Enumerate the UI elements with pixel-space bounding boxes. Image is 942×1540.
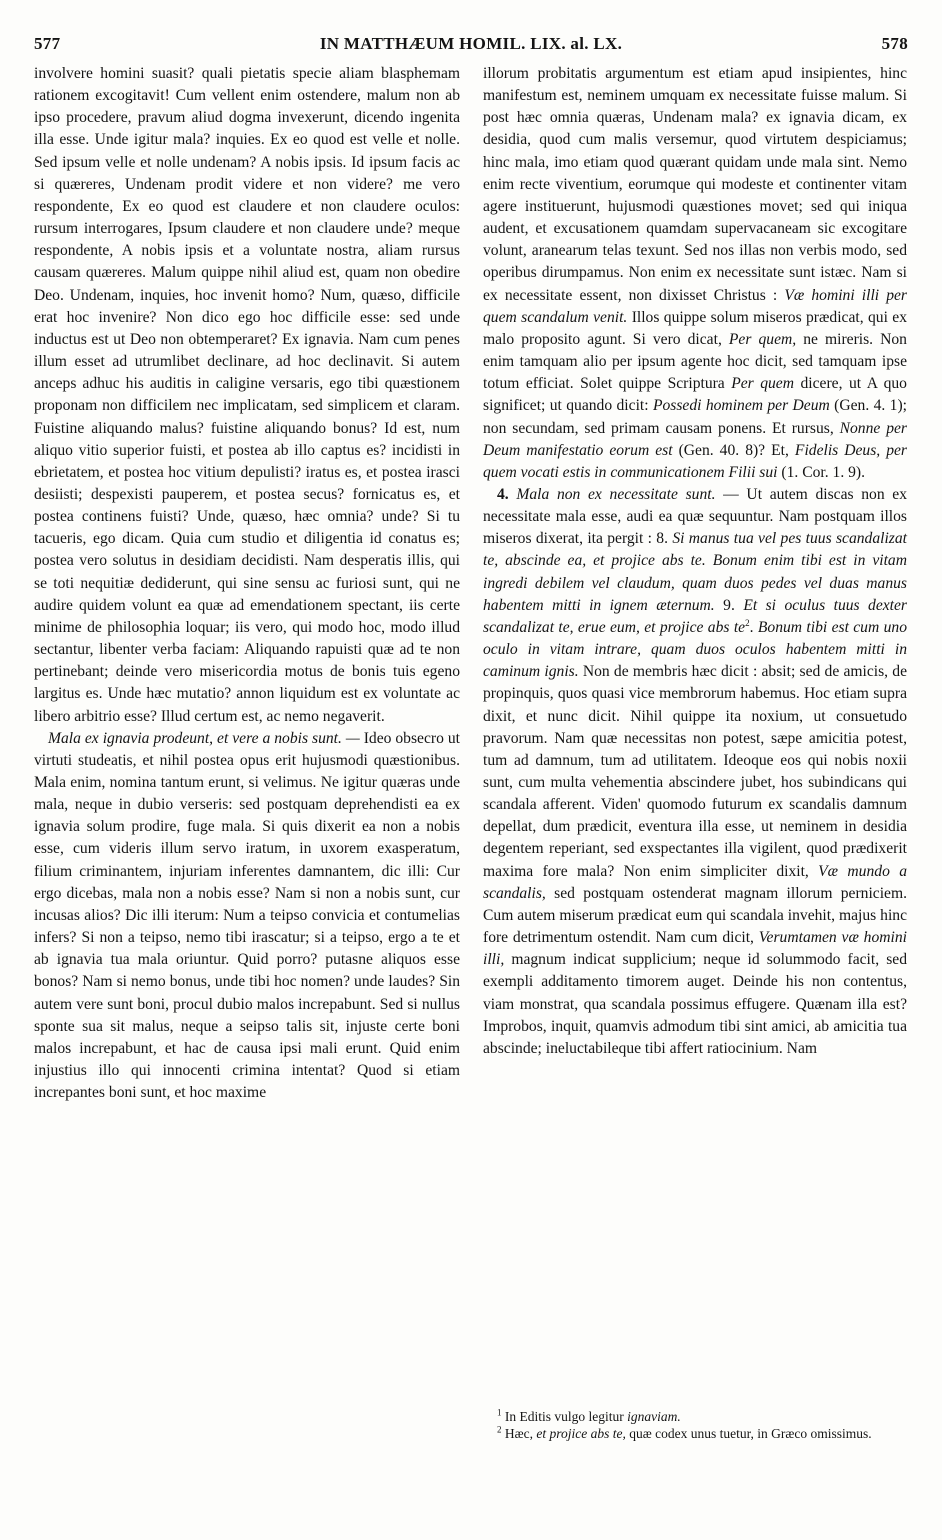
footnote bbox=[483, 1408, 907, 1425]
text-run: (Gen. 40. 8)? Et, bbox=[678, 441, 789, 459]
footnote bbox=[483, 1425, 907, 1442]
text-run: illorum probitatis argumentum est etiam apud insipientes, hinc manifestum est, neminem umquam ex necessitate fuisse malum. Si post hæc omnia quæras, Undenam mala? ex ignavia dicam, ex desidia, quod cum malis versemur, quod virtutem despiciamus; hinc mala, imo etiam quod quærant quidam unde mala sint. Nemo enim recte viventium, eorumque qui modeste et continenter vitam agere instituerunt, hujusmodi quæstiones movet; sed qui iniqua audent, et excusationem quamdam supervacaneam sic excogitare volunt, aranearum telas texunt. Sed nos illas non verbis modo, sed operibus dirumpamus. Non enim ex necessitate sunt istæc. Nam si ex necessitate essent, non dixisset Christus : bbox=[483, 65, 907, 304]
scripture-quote: Per quem, bbox=[728, 330, 797, 348]
page-number-right: 578 bbox=[881, 34, 908, 53]
footnote-mark: 2 bbox=[497, 1424, 502, 1435]
scripture-quote: Et si oculus tuus dexter scandalizat te, erue eum, et projice abs te bbox=[483, 596, 908, 636]
footnote-ref[interactable]: 2 bbox=[745, 617, 750, 628]
left-column bbox=[34, 63, 460, 1104]
text-run: (1. Cor. 1. 9). bbox=[781, 463, 866, 481]
text-run: Non de membris hæc dicit : absit; sed de amicis, de propinquis, quos quasi vice membrorum habemus. Hoc etiam supra dixit, et nunc dicit. Nihil quippe ita noxium, ut consuetudo pravorum. Nam quæ necessitas non potest, sæpe amicitia potest, tum ad damnum, tum ad utilitatem. Ideoque eos qui nobis noxii sunt, cum multa vehementia abscindere jubet, hos subindicans qui scandala afferent. Viden' quomodo futurum ex scandalis damnum depellat, dum prædicit, eventura illa esse, ut neminem in desidia degentem reperiant, sed exspectantes illa vigilent, quod prædixerit maxima fore mala? Non enim simpliciter dixit, bbox=[483, 663, 908, 880]
paragraph: involvere homini suasit? quali pietatis specie aliam blasphemam rationem excogitavit! Cum vellent enim ostendere, malum non ab ipso procedere, pravum aliud dogma invexerunt, dicendo ingenita illa esse. Unde igitur mala? inquies. Ex eo quod est velle et nolle. Sed ipsum velle et nolle undenam? A nobis ipsis. Id ipsum facis ac si quæreres, Undenam prodit videre et non videre? me vero respondente, Ex eo quod est claudere et non claudere oculos: rursum interrogares, Ipsum claudere et non claudere unde? meque respondente, A nobis ipsis et a voluntate nostra, aliam rursus causam quæreres. Malum quippe nihil aliud est, quam non obedire Deo. Undenam, inquies, hoc invenit homo? Num, quæso, difficile erat hoc invenire? Non dico ego hoc difficile esse: sed unde inductus est ut Deo non obtemperaret? Ex ignavia. Nam cum penes illum esset ad utrumlibet declinare, ad hoc declinavit. Si autem anceps adhuc his auditis in caligine versaris, ego tibi quæstionem proponam non difficilem nec implicatam, sed simplicem et claram. Fuistine aliquando malus? fuistine aliquando bonus? Id est, num aliquo vitio superior fuisti, et postea ab illo captus es? incidisti in ebrietatem, et postea hoc vitium depulisti? iratus es, et postea irasci desiisti; despexisti pauperem, et postea secus? fornicatus es, et postea continens fuisti? Unde, quæso, hæc omnia? unde? Si tu tacueris, ego dicam. Quia cum studio et diligentia id conatus es; postea vero solutus in desidiam decidisti. Nam desperatis illis, qui se toti nequitiæ dediderunt, qui sine sensu ac furiosi sunt, qui ne audire quidem volunt ea quæ ad emendationem spectant, iis certe minime de philosophia loquar; iis vero, qui modo hoc, modo illud sectantur, libenter verba faciam: Aliquando rapuisti quæ ad te non pertinebant; deinde vero misericordia motus de bonis tuis egeno largitus es. Unde hæc mutatio? annon liquidum est ex voluntate ac libero arbitrio esse? Illud certum est, ac nemo negaverit. bbox=[34, 65, 460, 725]
footnote-text: In Editis vulgo legitur bbox=[504, 1409, 624, 1424]
paragraph bbox=[34, 728, 460, 1105]
footnote-text: Hæc, bbox=[504, 1426, 533, 1441]
scripture-quote: Nonne per Deum manifestatio eorum est bbox=[483, 419, 907, 459]
paragraph bbox=[483, 63, 907, 484]
section-number: 4. bbox=[497, 485, 509, 503]
text-run: Illos quippe solum miseros prædicat, qui ex malo proposito agunt. Si vero dicat, bbox=[483, 308, 908, 348]
scripture-quote: Væ homini illi per quem scandalum venit. bbox=[483, 286, 908, 326]
footnote-text: quæ codex unus tuetur, in Græco omissimus. bbox=[629, 1426, 872, 1441]
text-run: (Gen. 4. 1); non secundam, sed primam causam ponens. Et rursus, bbox=[483, 397, 907, 437]
text-run: . bbox=[749, 618, 754, 636]
text-run: sed postquam ostenderat magnam illorum perniciem. Cum autem miserum prædicat eum qui scandala invehit, majus hinc fore detrimentum ostendit. Nam cum dicit, bbox=[483, 884, 907, 947]
footnote-emphasis: et projice abs te, bbox=[536, 1426, 626, 1441]
footnote-emphasis: ignaviam. bbox=[627, 1409, 681, 1424]
scripture-quote: Fidelis Deus, per quem vocati estis in communicationem Filii sui bbox=[483, 441, 907, 481]
paragraph bbox=[483, 484, 907, 1060]
scripture-quote: Verumtamen væ homini illi, bbox=[483, 929, 907, 969]
right-column bbox=[483, 63, 907, 1060]
paragraph-text: Ideo obsecro ut virtuti studeatis, et nihil postea opus erit hujusmodi quæstionibus. Mala enim, nomina tantum erunt, si velimus. Ne igitur quæras unde mala, neque in dubio verseris: sed postquam deprehendisti ea ex ignavia solum prodire, fuge mala. Si quis dixerit ea non a nobis esse, cum videris illum servo iratum, in uxorem exasperatum, filium criminantem, injuriam inferentes damnantem, dic illi: Cur ergo dicebas, mala non a nobis esse? Nam si non a nobis sunt, cur incusas alios? Dic illi iterum: Num a teipso convicia et contumelias infers? Si non a teipso, nemo tibi irascatur; si a teipso, ergo a te et ab ignavia tua mala oriuntur. Quid porro? putasne aliquos esse bonos? Nam si nemo bonus, unde tibi hoc nomen? unde laudes? Sin autem vere sunt boni, procul dubio malos increpabunt. Sed si nullus sponte sua sit malus, neque a seipso talis sit, injuste certe boni malos increpabunt, et hac de causa ipsi mali erunt. Quid enim injustius illo qui innocenti crimina intentat? Quod si etiam increpantes boni sunt, et hoc maxime bbox=[34, 729, 460, 1102]
section-lead: Mala ex ignavia prodeunt, et vere a nobis sunt. — bbox=[48, 729, 360, 747]
scripture-quote: Per quem bbox=[731, 375, 794, 393]
page-number-left: 577 bbox=[34, 34, 61, 53]
scripture-quote: Possedi hominem per Deum bbox=[652, 397, 830, 415]
text-run: magnum indicat supplicium; neque id solummodo facit, sed exempli additamento timorem auget. Deinde his non contentus, viam monstrat, qua scandala possimus effugere. Quænam illa est? Improbos, inquit, quamvis admodum tibi sint amici, ab amicitia tua abscinde; ineluctabileque tibi affert ratiocinium. Nam bbox=[483, 951, 907, 1057]
scripture-quote: Si manus tua vel pes tuus scandalizat te, abscinde ea, et projice abs te. Bonum enim tibi est in vitam ingredi debilem vel claudum, quam duos pedes vel duas manus habentem mitti in ignem æternum. bbox=[483, 530, 907, 614]
text-run: dicere, ut A quo significet; ut quando dicit: bbox=[483, 375, 907, 415]
text-run: — Ut autem discas non ex necessitate mala esse, audi ea quæ sequuntur. Nam postquam illos miseros dixerat, ita pergit : 8. bbox=[483, 485, 907, 548]
footnote-mark: 1 bbox=[497, 1407, 502, 1418]
scripture-quote: Bonum tibi est cum uno oculo in vitam intrare, quam duos oculos habentem mitti in caminum ignis. bbox=[483, 618, 907, 681]
section-lead: Mala non ex necessitate sunt. bbox=[516, 485, 716, 503]
running-title: IN MATTHÆUM HOMIL. LIX. al. LX. bbox=[319, 34, 623, 53]
text-run: ne mireris. Non enim tamquam alio per ipsum agente hoc dicit, sed tamquam ipse totum efficiat. Solet quippe Scriptura bbox=[483, 330, 907, 393]
footnotes bbox=[483, 1408, 907, 1442]
text-run: 9. bbox=[723, 596, 735, 614]
running-head bbox=[34, 34, 908, 60]
scripture-quote: Væ mundo a scandalis, bbox=[483, 862, 908, 902]
